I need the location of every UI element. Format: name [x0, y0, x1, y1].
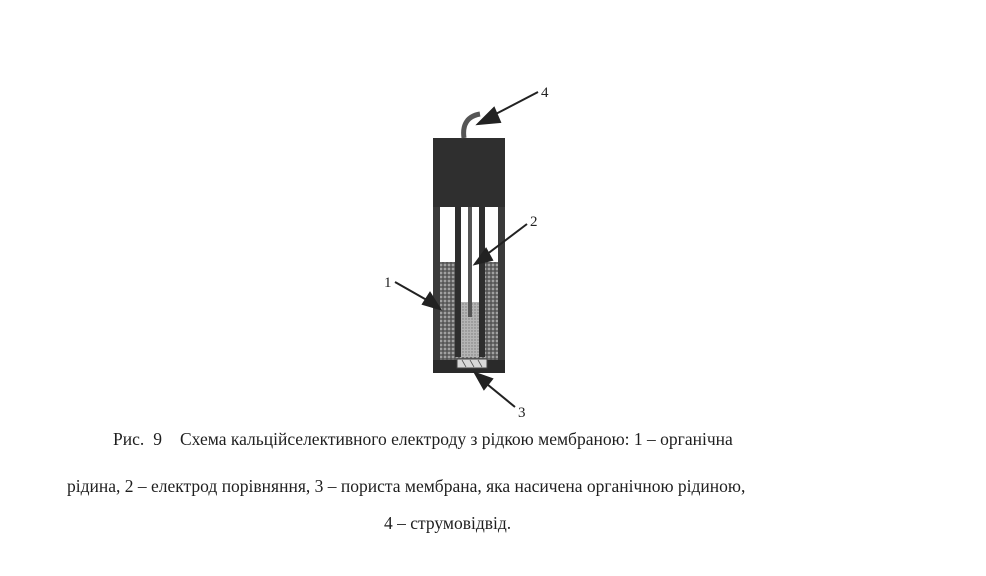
- label-4: 4: [541, 85, 549, 101]
- electrode-cap: [433, 138, 505, 207]
- inner-tube-wall-right: [479, 207, 485, 357]
- figure-number: 9: [153, 429, 162, 449]
- outer-wall-right: [498, 207, 505, 373]
- figure-caption-line-2: рідина, 2 – електрод порівняння, 3 – пориста мембрана, яка насичена органічною рідиною,: [67, 476, 746, 496]
- current-lead-wire: [464, 114, 480, 138]
- reference-electrode-wire: [468, 207, 472, 317]
- caption-text-1: Схема кальційселективного електроду з рідкою мембраною: 1 – органічна: [180, 429, 733, 449]
- electrode-body: [433, 138, 505, 373]
- figure-caption-line-3: 4 – струмовідвід.: [384, 513, 512, 533]
- figure-prefix: Рис.: [113, 429, 145, 449]
- figure-caption-line-1: [113, 426, 733, 452]
- label-2: 2: [530, 214, 538, 230]
- label-1: 1: [384, 275, 392, 291]
- label-3: 3: [518, 405, 526, 420]
- inner-tube-wall-left: [455, 207, 461, 357]
- outer-wall-left: [433, 207, 440, 373]
